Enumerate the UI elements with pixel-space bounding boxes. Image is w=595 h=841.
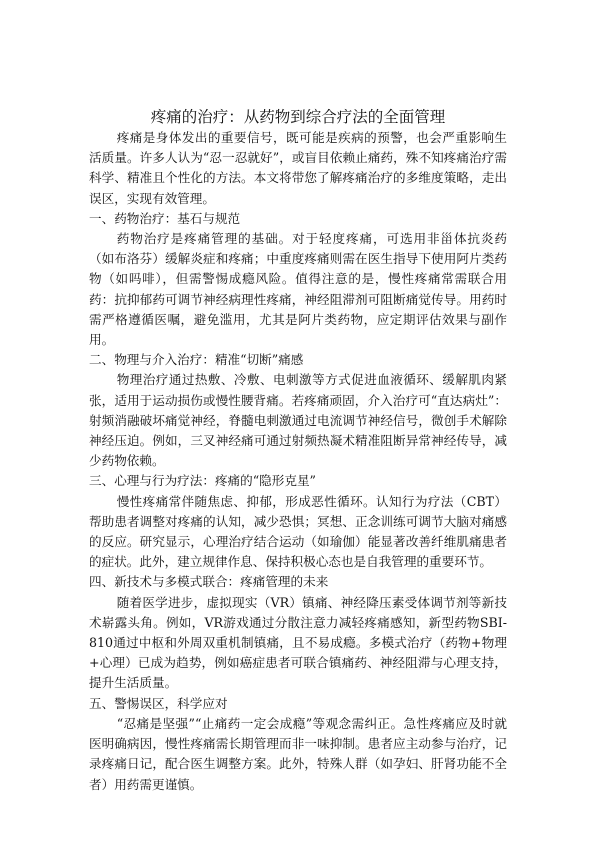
section-body-psychological: 慢性疼痛常伴随焦虑、抑郁，形成恶性循环。认知行为疗法（CBT）帮助患者调整对疼痛的认知，减少恐惧；冥想、正念训练可调节大脑对痛感的反应。研究显示，心理治疗结合运动（如瑜伽）能显著改善纤维肌痛患者的症状。此外，建立规律作息、保持积极心态也是自我管理的重要环节。 (89, 493, 507, 570)
section-heading-misconceptions: 五、警惕误区，科学应对 (89, 695, 228, 711)
section-heading-physical-interventional: 二、物理与介入治疗：精准“切断”痛感 (89, 352, 304, 368)
section-body-medication: 药物治疗是疼痛管理的基础。对于轻度疼痛，可选用非甾体抗炎药（如布洛芬）缓解炎症和疼痛；中重度疼痛则需在医生指导下使用阿片类药物（如吗啡），但需警惕成瘾风险。值得注意的是，慢性疼痛常需联合用药：抗抑郁药可调节神经病理性疼痛，神经阻滞剂可阻断痛觉传导。用药时需严格遵循医嘱，避免滥用，尤其是阿片类药物，应定期评估效果与副作用。 (89, 231, 507, 348)
document-title: 疼痛的治疗：从药物到综合疗法的全面管理 (150, 108, 446, 126)
section-body-physical-interventional: 物理治疗通过热敷、冷敷、电刺激等方式促进血液循环、缓解肌肉紧张，适用于运动损伤或慢性腰背痛。若疼痛顽固，介入治疗可“直达病灶”：射频消融破坏痛觉神经，脊髓电刺激通过电流调节神经信号，微创手术解除神经压迫。例如，三叉神经痛可通过射频热凝术精准阻断异常神经传导，减少药物依赖。 (89, 372, 507, 469)
section-heading-new-technology: 四、新技术与多模式联合：疼痛管理的未来 (89, 574, 329, 590)
section-heading-medication: 一、药物治疗：基石与规范 (89, 210, 241, 226)
section-heading-psychological: 三、心理与行为疗法：疼痛的“隐形克星” (89, 473, 316, 489)
section-body-new-technology: 随着医学进步，虚拟现实（VR）镇痛、神经降压素受体调节剂等新技术崭露头角。例如，VR游戏通过分散注意力减轻疼痛感知，新型药物SBI-810通过中枢和外周双重机制镇痛，且不易成瘾。多模式治疗（药物+物理+心理）已成为趋势，例如癌症患者可联合镇痛药、神经阻滞与心理支持，提升生活质量。 (89, 594, 507, 691)
section-body-misconceptions: “忍痛是坚强”“止痛药一定会成瘾”等观念需纠正。急性疼痛应及时就医明确病因，慢性疼痛需长期管理而非一味抑制。患者应主动参与治疗，记录疼痛日记，配合医生调整方案。此外，特殊人群（如孕妇、肝肾功能不全者）用药需更谨慎。 (89, 715, 507, 792)
document-body (89, 106, 507, 795)
intro-paragraph: 疼痛是身体发出的重要信号，既可能是疾病的预警，也会严重影响生活质量。许多人认为“忍一忍就好”，或盲目依赖止痛药，殊不知疼痛治疗需科学、精准且个性化的方法。本文将带您了解疼痛治疗的多维度策略，走出误区，实现有效管理。 (89, 130, 507, 206)
